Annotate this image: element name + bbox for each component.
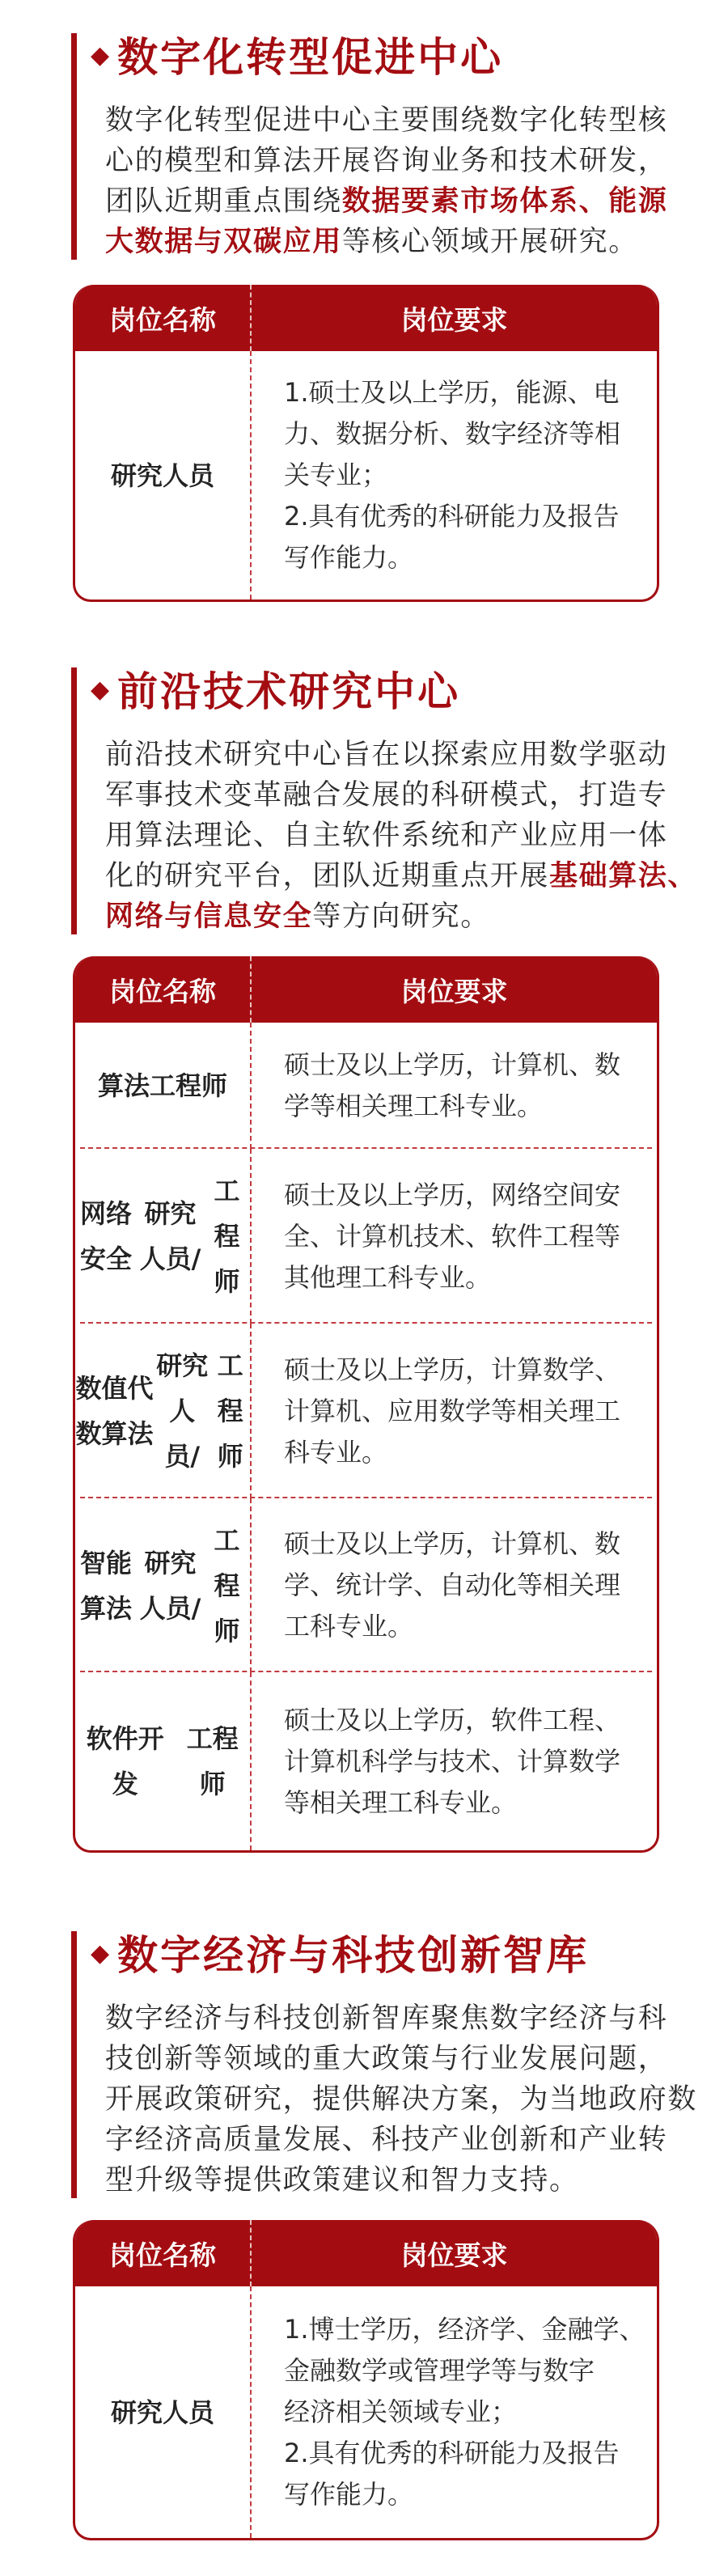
table-header bbox=[75, 285, 657, 351]
text-segment: 数字化转型促进中心主要围绕数字化转型核 bbox=[105, 104, 668, 137]
text-segment: 用算法理论、自主软件系统和产业应用一体 bbox=[105, 820, 668, 852]
description-line bbox=[105, 775, 688, 816]
requirements-cell bbox=[252, 1672, 657, 1850]
position-name-cell bbox=[75, 1023, 252, 1149]
section-accent-bar bbox=[71, 33, 77, 260]
requirement-line: 硕士及以上学历，计算机、数 bbox=[284, 1049, 621, 1080]
description-line bbox=[105, 100, 688, 141]
position-name-line: 工程师 bbox=[186, 1723, 239, 1799]
text-segment: 化的研究平台，团队近期重点开展 bbox=[105, 860, 550, 892]
text-segment: 等方向研究。 bbox=[312, 900, 490, 933]
table-header bbox=[75, 956, 657, 1023]
description-line bbox=[105, 2160, 688, 2201]
text-segment: 技创新等领域的重大政策与行业发展问题， bbox=[105, 2043, 668, 2075]
requirement-line: 金融数学或管理学等与数字 bbox=[284, 2355, 595, 2386]
text-segment: 型升级等提供政策建议和智力支持。 bbox=[105, 2164, 579, 2197]
position-name-cell bbox=[75, 2286, 252, 2538]
position-name-cell bbox=[75, 1324, 252, 1498]
requirements-text bbox=[284, 1175, 620, 1299]
requirement-line: 硕士及以上学历，计算数学、 bbox=[284, 1354, 621, 1385]
section-title-text: 数字经济与科技创新智库 bbox=[117, 1932, 590, 1979]
requirements-cell bbox=[252, 1149, 657, 1324]
requirement-line: 力、数据分析、数字经济等相 bbox=[284, 418, 621, 449]
requirement-line: 工科专业。 bbox=[284, 1611, 414, 1642]
requirement-line: 1.博士学历，经济学、金融学、 bbox=[284, 2314, 645, 2345]
table-row bbox=[75, 1023, 657, 1149]
requirements-text bbox=[284, 372, 620, 578]
requirement-line: 硕士及以上学历，软件工程、 bbox=[284, 1704, 621, 1735]
requirement-line: 学等相关理工科专业。 bbox=[284, 1091, 544, 1121]
requirements-text bbox=[284, 1523, 620, 1647]
description-line bbox=[105, 2039, 688, 2079]
description-line bbox=[105, 816, 688, 856]
description-line bbox=[105, 735, 688, 775]
section-description bbox=[105, 100, 688, 262]
description-line bbox=[105, 896, 688, 937]
position-name-line: 智能算法 bbox=[80, 1547, 133, 1624]
section-title-text: 前沿技术研究中心 bbox=[117, 668, 461, 715]
text-segment: 团队近期重点围绕 bbox=[105, 185, 342, 218]
header-position-requirements: 岗位要求 bbox=[400, 975, 508, 1007]
position-name-line: 研究人员/ bbox=[139, 1547, 201, 1624]
requirement-line: 写作能力。 bbox=[284, 2479, 414, 2510]
requirements-cell bbox=[252, 1324, 657, 1498]
position-name-cell bbox=[75, 351, 252, 600]
highlight-text: 网络与信息安全 bbox=[105, 900, 313, 933]
header-position-requirements: 岗位要求 bbox=[400, 303, 508, 336]
requirements-cell bbox=[252, 1023, 657, 1149]
requirements-cell bbox=[252, 1498, 657, 1672]
positions-table bbox=[73, 956, 659, 1853]
text-segment: 心的模型和算法开展咨询业务和技术研发， bbox=[105, 145, 668, 177]
position-name-line: 研究人员 bbox=[110, 2396, 214, 2428]
position-name-line: 研究人员 bbox=[110, 460, 214, 491]
position-name-cell bbox=[75, 1672, 252, 1850]
position-name-line: 网络安全 bbox=[80, 1198, 133, 1274]
table-row bbox=[75, 2286, 657, 2538]
requirement-line: 学、统计学、自动化等相关理 bbox=[284, 1570, 621, 1600]
description-line bbox=[105, 856, 698, 896]
highlight-text: 大数据与双碳应用 bbox=[105, 226, 342, 258]
diamond-icon: ◆ bbox=[91, 675, 110, 704]
requirement-line: 计算机、应用数学等相关理工 bbox=[284, 1395, 621, 1426]
text-segment: 数字经济与科技创新智库聚焦数字经济与科 bbox=[105, 2002, 668, 2035]
section-title bbox=[91, 33, 503, 82]
section-accent-bar bbox=[71, 1931, 77, 2198]
header-position-name: 岗位名称 bbox=[75, 285, 252, 351]
table-row bbox=[75, 1498, 657, 1672]
requirement-line: 写作能力。 bbox=[284, 542, 414, 573]
table-row bbox=[75, 1672, 657, 1850]
section-title-text: 数字化转型促进中心 bbox=[117, 34, 504, 81]
highlight-text: 数据要素市场体系、能源 bbox=[341, 185, 668, 218]
description-line bbox=[105, 1998, 688, 2039]
description-line bbox=[105, 2120, 688, 2160]
requirements-text bbox=[284, 1044, 620, 1127]
position-name-line: 算法工程师 bbox=[97, 1070, 227, 1101]
text-segment: 等核心领域开展研究。 bbox=[341, 226, 638, 258]
requirements-cell bbox=[252, 351, 657, 600]
requirement-line: 2.具有优秀的科研能力及报告 bbox=[284, 501, 620, 532]
requirement-line: 经济相关领域专业； bbox=[284, 2396, 518, 2427]
highlight-text: 基础算法、 bbox=[549, 860, 698, 892]
position-name-line: 软件开发 bbox=[86, 1723, 164, 1799]
text-segment: 军事技术变革融合发展的科研模式，打造专 bbox=[105, 779, 668, 811]
diamond-icon: ◆ bbox=[91, 40, 110, 70]
position-name-line: 工程师 bbox=[217, 1350, 243, 1472]
header-position-name: 岗位名称 bbox=[75, 956, 252, 1023]
positions-table bbox=[73, 285, 659, 602]
text-segment: 字经济高质量发展、科技产业创新和产业转 bbox=[105, 2124, 668, 2156]
requirements-text bbox=[284, 1700, 620, 1824]
position-name-line: 工程师 bbox=[214, 1524, 240, 1646]
requirement-line: 科专业。 bbox=[284, 1436, 388, 1468]
table-header bbox=[75, 2220, 657, 2286]
requirement-line: 全、计算机技术、软件工程等 bbox=[284, 1220, 621, 1252]
requirements-text bbox=[284, 2309, 645, 2515]
position-name-line: 研究人员/ bbox=[156, 1350, 209, 1472]
section-description bbox=[105, 1998, 698, 2201]
section-description bbox=[105, 735, 698, 937]
position-name-cell bbox=[75, 1149, 252, 1324]
position-name-line: 工程师 bbox=[214, 1176, 240, 1297]
position-name-cell bbox=[75, 1498, 252, 1672]
requirement-line: 2.具有优秀的科研能力及报告 bbox=[284, 2438, 620, 2468]
section-accent-bar bbox=[71, 667, 77, 934]
header-position-name: 岗位名称 bbox=[75, 2220, 252, 2286]
section-title bbox=[91, 1931, 589, 1980]
requirement-line: 计算机科学与技术、计算数学 bbox=[284, 1745, 621, 1777]
diamond-icon: ◆ bbox=[91, 1938, 110, 1968]
table-row bbox=[75, 1324, 657, 1498]
description-line bbox=[105, 2079, 698, 2120]
section-title bbox=[91, 667, 460, 716]
table-row bbox=[75, 1149, 657, 1324]
description-line bbox=[105, 222, 688, 262]
requirements-cell bbox=[252, 2286, 657, 2538]
position-name-line: 数值代数算法 bbox=[75, 1373, 154, 1449]
description-line bbox=[105, 181, 688, 222]
requirement-line: 1.硕士及以上学历，能源、电 bbox=[284, 377, 620, 408]
requirements-text bbox=[284, 1349, 620, 1473]
text-segment: 开展政策研究，提供解决方案，为当地政府数 bbox=[105, 2083, 698, 2116]
requirement-line: 硕士及以上学历，网络空间安 bbox=[284, 1179, 621, 1210]
requirement-line: 关专业； bbox=[284, 460, 388, 490]
requirement-line: 硕士及以上学历，计算机、数 bbox=[284, 1528, 621, 1559]
position-name-line: 研究人员/ bbox=[139, 1198, 201, 1274]
requirement-line: 其他理工科专业。 bbox=[284, 1261, 492, 1293]
description-line bbox=[105, 141, 688, 181]
requirement-line: 等相关理工科专业。 bbox=[284, 1786, 518, 1818]
text-segment: 前沿技术研究中心旨在以探索应用数学驱动 bbox=[105, 739, 668, 771]
header-position-requirements: 岗位要求 bbox=[400, 2239, 508, 2271]
table-row bbox=[75, 351, 657, 600]
positions-table bbox=[73, 2220, 659, 2540]
